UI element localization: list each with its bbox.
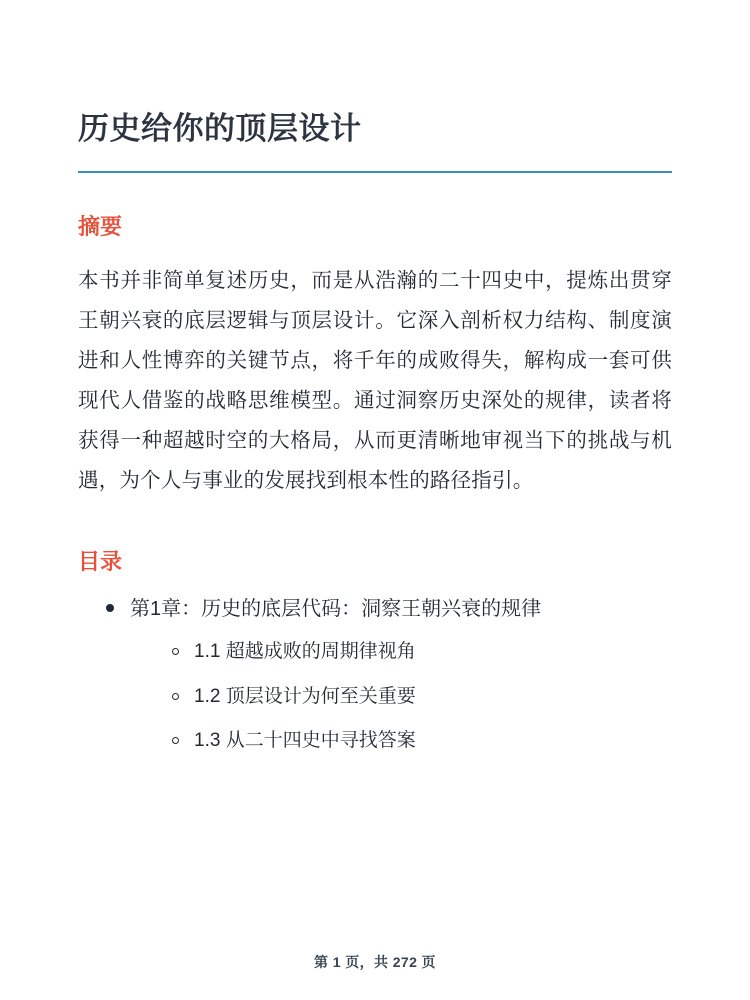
bullet-icon [106,604,114,612]
toc-chapter-label: 第1章：历史的底层代码：洞察王朝兴衰的规律 [130,598,542,621]
abstract-body: 本书并非简单复述历史，而是从浩瀚的二十四史中，提炼出贯穿王朝兴衰的底层逻辑与顶层设计。它深入剖析权力结构、制度演进和人性博弈的关键节点，将千年的成败得失，解构成一套可供现代人借鉴的战略思维模型。通过洞察历史深处的规律，读者将获得一种超越时空的大格局，从而更清晰地审视当下的挑战与机遇，为个人与事业的发展找到根本性的路径指引。 [78,269,672,493]
page-title: 历史给你的顶层设计 [78,111,362,146]
toc-section-item[interactable] [168,726,672,756]
toc-heading: 目录 [78,549,123,575]
toc-section-item[interactable] [168,682,672,712]
toc-section-label: 1.1 超越成败的周期律视角 [194,641,416,663]
toc-chapter-item[interactable] [102,592,672,756]
toc-section-label: 1.2 顶层设计为何至关重要 [194,685,416,707]
toc-list [78,592,672,756]
title-divider [78,171,672,173]
hollow-bullet-icon [172,693,179,700]
abstract-heading: 摘要 [78,213,123,239]
toc-section-item[interactable] [168,637,672,667]
hollow-bullet-icon [172,648,179,655]
toc-sublist [130,637,672,756]
hollow-bullet-icon [172,737,179,744]
page-footer: 第 1 页，共 272 页 [314,954,436,970]
toc-section-label: 1.3 从二十四史中寻找答案 [194,729,416,751]
